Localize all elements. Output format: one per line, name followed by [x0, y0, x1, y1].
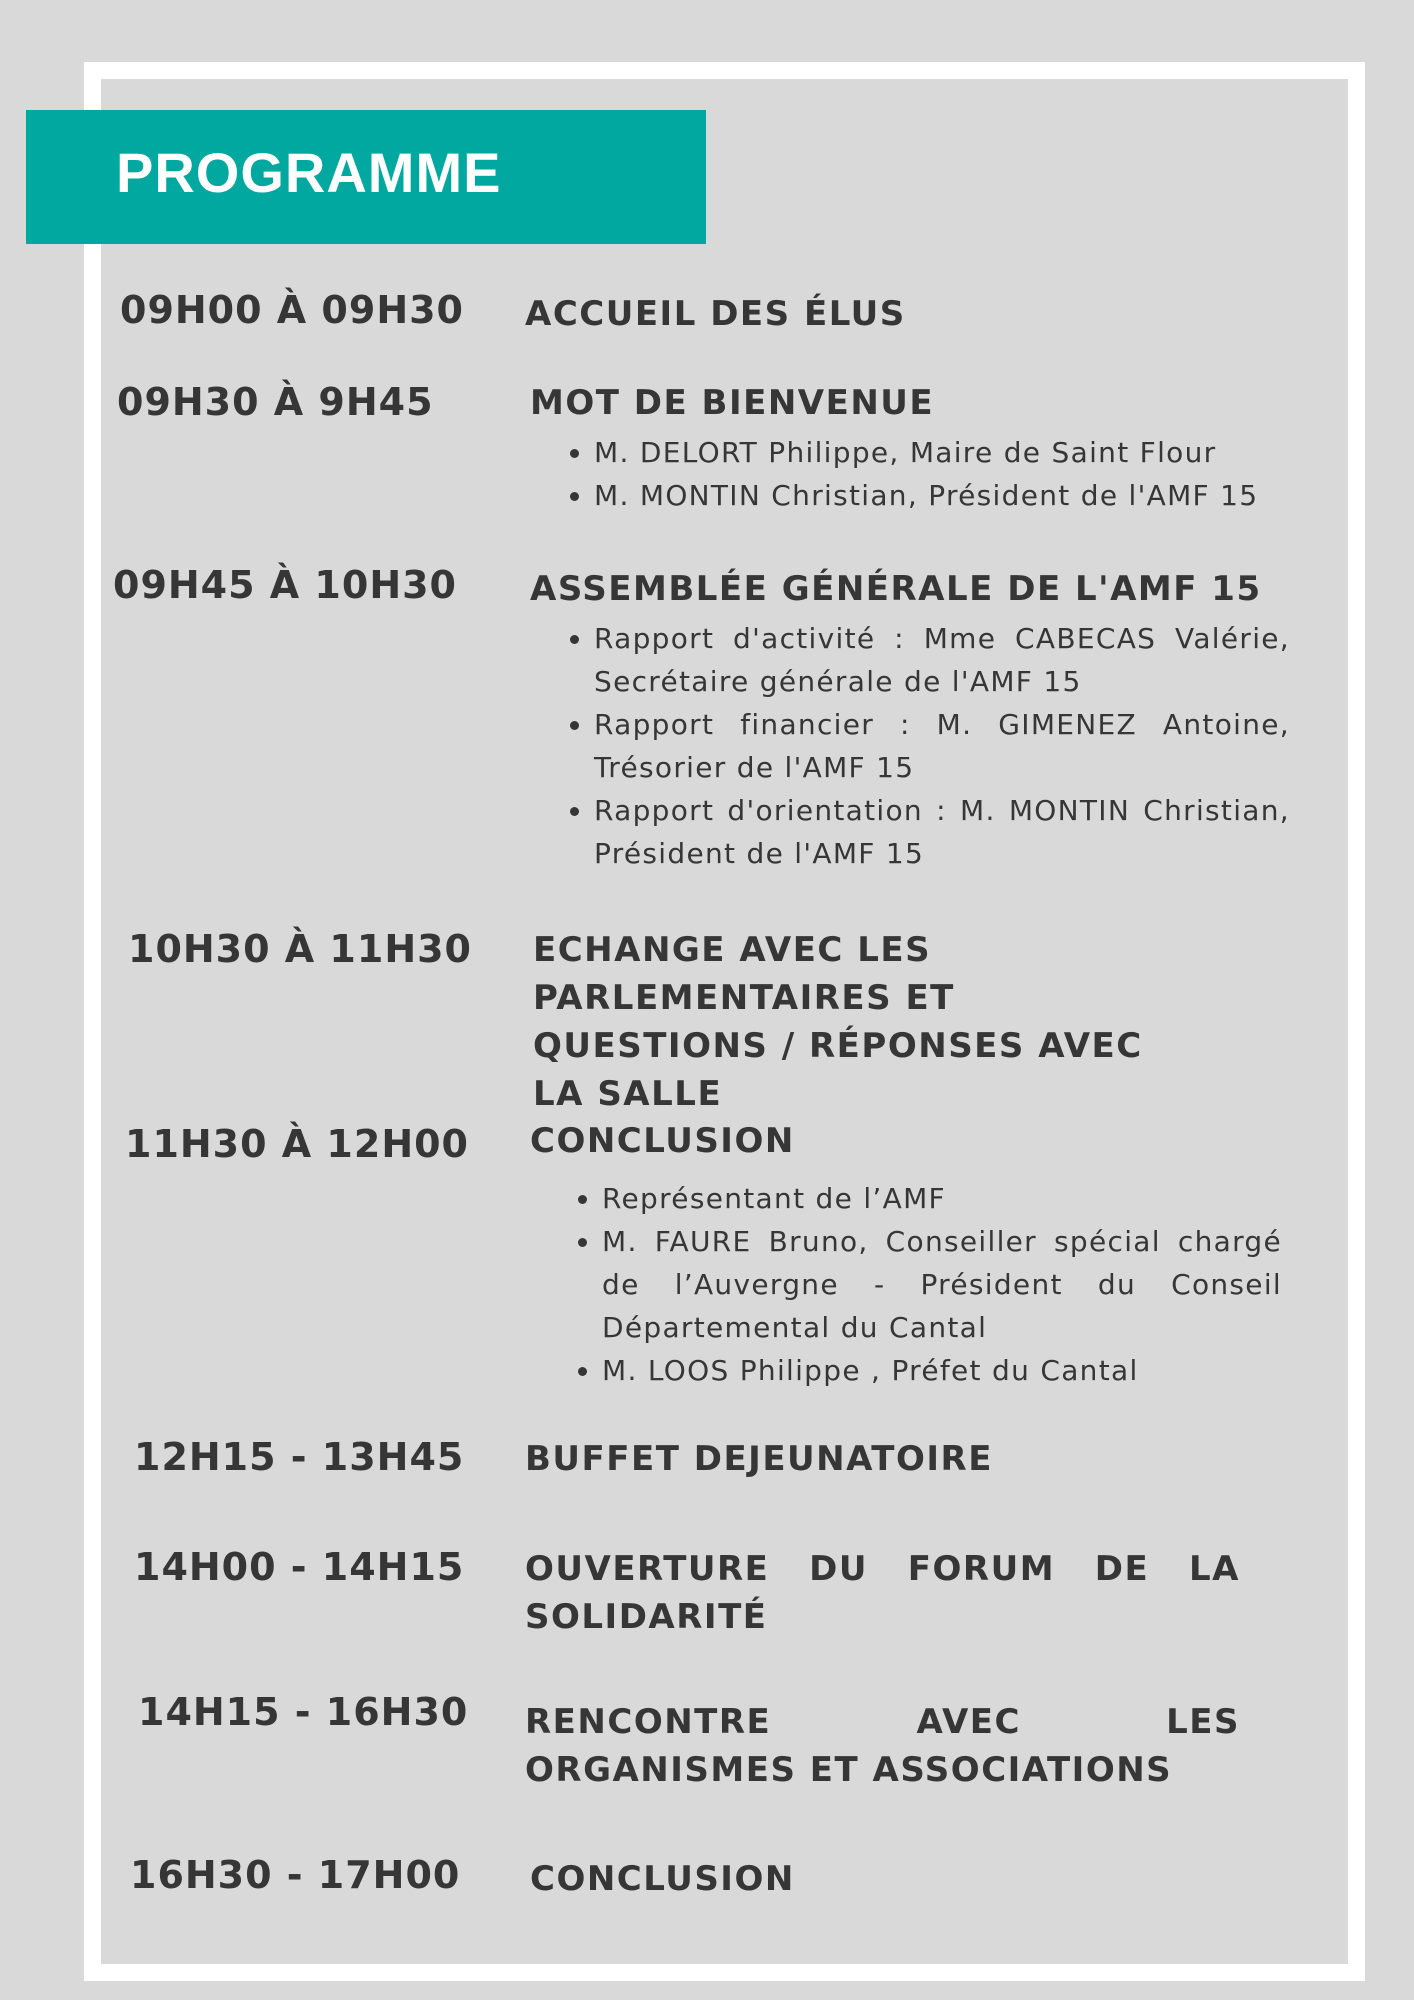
agenda-item-1 — [525, 290, 1285, 338]
agenda-title-5: CONCLUSION — [530, 1121, 795, 1161]
agenda-item-3 — [530, 565, 1290, 875]
agenda-title-7: OUVERTURE DU FORUM DE LA SOLIDARITÉ — [525, 1549, 1240, 1637]
programme-title: PROGRAMME — [116, 141, 502, 204]
list-item: • M. DELORT Philippe, Maire de Saint Flour — [594, 431, 1290, 474]
list-item: • Rapport d'activité : Mme CABECAS Valérie, Secrétaire générale de l'AMF 15 — [594, 617, 1290, 703]
agenda-title-2: MOT DE BIENVENUE — [530, 383, 935, 423]
agenda-item-7 — [525, 1545, 1240, 1641]
time-slot-7: 14H00 - 14H15 — [134, 1545, 465, 1589]
time-slot-6: 12H15 - 13H45 — [134, 1435, 465, 1479]
agenda-list-3 — [530, 617, 1290, 875]
time-slot-1: 09H00 À 09H30 — [120, 288, 464, 332]
time-slot-2: 09H30 À 9H45 — [117, 380, 434, 424]
agenda-title-6: BUFFET DEJEUNATOIRE — [525, 1439, 993, 1479]
agenda-title-9: CONCLUSION — [530, 1859, 795, 1899]
time-slot-4: 10H30 À 11H30 — [128, 927, 472, 971]
list-item: • M. FAURE Bruno, Conseiller spécial chargé de l’Auvergne - Président du Conseil Départemental du Cantal — [602, 1220, 1282, 1349]
time-slot-9: 16H30 - 17H00 — [130, 1853, 461, 1897]
time-slot-5: 11H30 À 12H00 — [125, 1122, 469, 1166]
agenda-item-2 — [530, 379, 1290, 517]
agenda-title-8: RENCONTRE AVEC LES ORGANISMES ET ASSOCIATIONS — [525, 1702, 1240, 1790]
agenda-title-1: ACCUEIL DES ÉLUS — [525, 294, 906, 334]
agenda-list-5 — [530, 1177, 1282, 1392]
agenda-title-3: ASSEMBLÉE GÉNÉRALE DE L'AMF 15 — [530, 569, 1262, 609]
agenda-item-4 — [533, 926, 1173, 1118]
list-item: • Rapport financier : M. GIMENEZ Antoine, Trésorier de l'AMF 15 — [594, 703, 1290, 789]
time-slot-8: 14H15 - 16H30 — [138, 1690, 469, 1734]
agenda-item-9 — [530, 1855, 1290, 1903]
list-item: • M. MONTIN Christian, Président de l'AMF 15 — [594, 474, 1290, 517]
list-item: • Représentant de l’AMF — [602, 1177, 1282, 1220]
list-item: • M. LOOS Philippe , Préfet du Cantal — [602, 1349, 1282, 1392]
agenda-list-2 — [530, 431, 1290, 517]
programme-banner — [26, 110, 706, 244]
list-item: • Rapport d'orientation : M. MONTIN Christian, Président de l'AMF 15 — [594, 789, 1290, 875]
time-slot-3: 09H45 À 10H30 — [113, 563, 457, 607]
agenda-item-5 — [530, 1117, 1282, 1392]
agenda-title-4: ECHANGE AVEC LES PARLEMENTAIRES ET QUESTIONS / RÉPONSES AVEC LA SALLE — [533, 930, 1143, 1114]
agenda-item-8 — [525, 1698, 1240, 1794]
agenda-item-6 — [525, 1435, 1285, 1483]
